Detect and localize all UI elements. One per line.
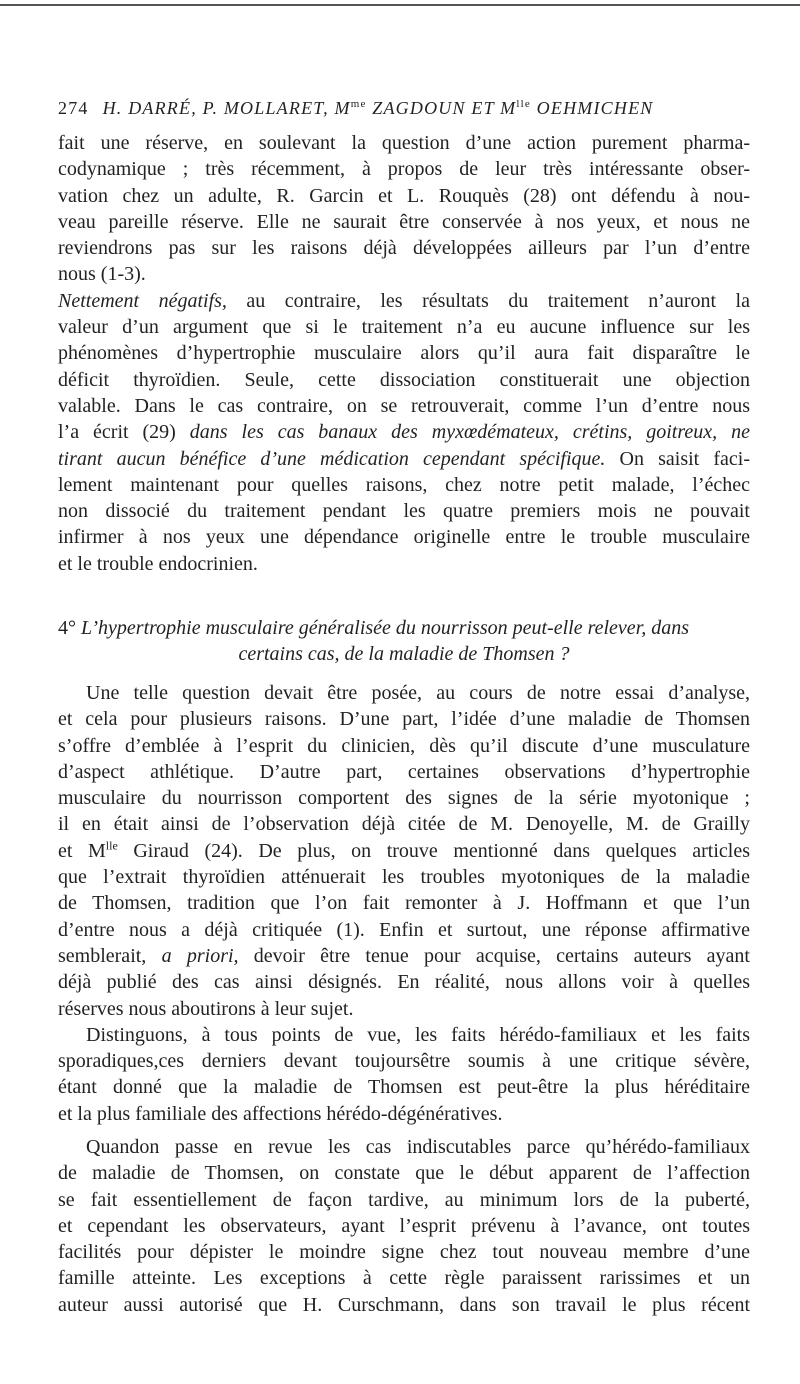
text-line: de Thomsen, tradition que l’on fait remonter à J. Hoffmann et que l’un <box>58 892 750 915</box>
header-authors: H. DARRÉ, P. MOLLARET, $M^{me}$ ZAGDOUN ET $M^{lle}$ OEHMICHEN <box>102 98 654 118</box>
top-rule <box>0 4 800 6</box>
text-line: réserves nous aboutirons à leur sujet. <box>58 997 354 1020</box>
text-line: veau pareille réserve. Elle ne saurait être conservée à nos yeux, et nous ne <box>58 210 750 233</box>
text-line: que l’extrait thyroïdien atténuerait les troubles myotoniques de la maladie <box>58 866 750 889</box>
text-line: déjà publié des cas ainsi désignés. En réalité, nous allons voir à quelles <box>58 971 750 994</box>
text-line: Nettement négatifs, au contraire, les résultats du traitement n’auront la <box>58 289 750 312</box>
text-line: famille atteinte. Les exceptions à cette règle paraissent rarissimes et un <box>58 1267 750 1290</box>
paragraph-5 <box>58 1134 750 1318</box>
text-line: auteur aussi autorisé que H. Curschmann, dans son travail le plus récent <box>58 1293 750 1316</box>
text-line: vation chez un adulte, R. Garcin et L. Rouquès (28) ont défendu à nou- <box>58 184 750 207</box>
text-line: s’offre d’emblée à l’esprit du clinicien, dès qu’il discute d’une musculature <box>58 734 750 757</box>
text-line: non dissocié du traitement pendant les quatre premiers mois ne pouvait <box>58 500 750 523</box>
text-line: d’entre nous a déjà critiquée (1). Enfin et surtout, une réponse affirmative <box>58 918 750 941</box>
text-line: et le trouble endocrinien. <box>58 552 258 575</box>
heading-line-2: certains cas, de la maladie de Thomsen ? <box>238 643 570 666</box>
text-line: codynamique ; très récemment, à propos de leur très intéressante obser- <box>58 158 750 181</box>
text-line: lement maintenant pour quelles raisons, chez notre petit malade, l’échec <box>58 473 750 496</box>
text-line: facilités pour dépister le moindre signe chez tout nouveau membre d’une <box>58 1241 750 1264</box>
text-line: Quandon passe en revue les cas indiscutables parce qu’hérédo-familiaux <box>86 1136 750 1158</box>
text-line: reviendrons pas sur les raisons déjà développées ailleurs par l’un d’entre <box>58 237 750 260</box>
text-line: phénomènes d’hypertrophie musculaire alors qu’il aura fait disparaître le <box>58 342 750 365</box>
text-line: et cela pour plusieurs raisons. D’une part, l’idée d’une maladie de Thomsen <box>58 708 750 731</box>
text-line: d’aspect athlétique. D’autre part, certaines observations d’hypertrophie <box>58 760 750 783</box>
text-line: l’a écrit (29) dans les cas banaux des myxœdémateux, crétins, goitreux, ne <box>58 421 750 444</box>
text-line: tirant aucun bénéfice d’une médication cependant spécifique. On saisit faci- <box>58 447 751 470</box>
paragraph-1 <box>58 130 750 288</box>
text-line: de maladie de Thomsen, on constate que le début apparent de l’affection <box>58 1162 750 1185</box>
text-line: valeur d’un argument que si le traitement n’a eu aucune influence sur les <box>58 316 750 339</box>
text-line: valable. Dans le cas contraire, on se retrouverait, comme l’un d’entre nous <box>58 394 750 417</box>
text-line: et $M^{lle}$ Giraud (24). De plus, on trouve mentionné dans quelques articles <box>58 838 750 862</box>
paragraph-4 <box>58 1022 750 1127</box>
section-heading <box>58 615 750 668</box>
text-line: semblerait, a priori, devoir être tenue pour acquise, certains auteurs ayant <box>58 944 750 967</box>
text-line: musculaire du nourrisson comportent des signes de la série myotonique ; <box>58 787 750 810</box>
text-line: Une telle question devait être posée, au cours de notre essai d’analyse, <box>86 682 750 704</box>
heading-line-1: 4° L’hypertrophie musculaire généralisée du nourrisson peut-elle relever, dans <box>58 617 690 639</box>
running-header <box>58 98 748 119</box>
text-line: fait une réserve, en soulevant la question d’une action purement pharma- <box>58 132 750 154</box>
text-line: nous (1-3). <box>58 263 146 286</box>
text-line: infirmer à nos yeux une dépendance originelle entre le trouble musculaire <box>58 526 750 549</box>
text-line: sporadiques,ces derniers devant toujoursêtre soumis à une critique sévère, <box>58 1050 750 1073</box>
text-line: Distinguons, à tous points de vue, les faits hérédo-familiaux et les faits <box>86 1023 750 1046</box>
text-line: se fait essentiellement de façon tardive, au minimum lors de la puberté, <box>58 1188 750 1211</box>
text-line: et cependant les observateurs, ayant l’esprit prévenu à l’avance, ont toutes <box>58 1214 750 1237</box>
page-number: 274 <box>58 98 89 118</box>
text-line: et la plus familiale des affections hérédo-dégénératives. <box>58 1102 503 1125</box>
text-line: il en était ainsi de l’observation déjà citée de M. Denoyelle, M. de Grailly <box>58 813 750 836</box>
paragraph-3 <box>58 680 750 1022</box>
text-line: déficit thyroïdien. Seule, cette dissociation constituerait une objection <box>58 368 750 391</box>
text-line: étant donné que la maladie de Thomsen est peut-être la plus héréditaire <box>58 1076 750 1099</box>
paragraph-2 <box>58 288 750 577</box>
